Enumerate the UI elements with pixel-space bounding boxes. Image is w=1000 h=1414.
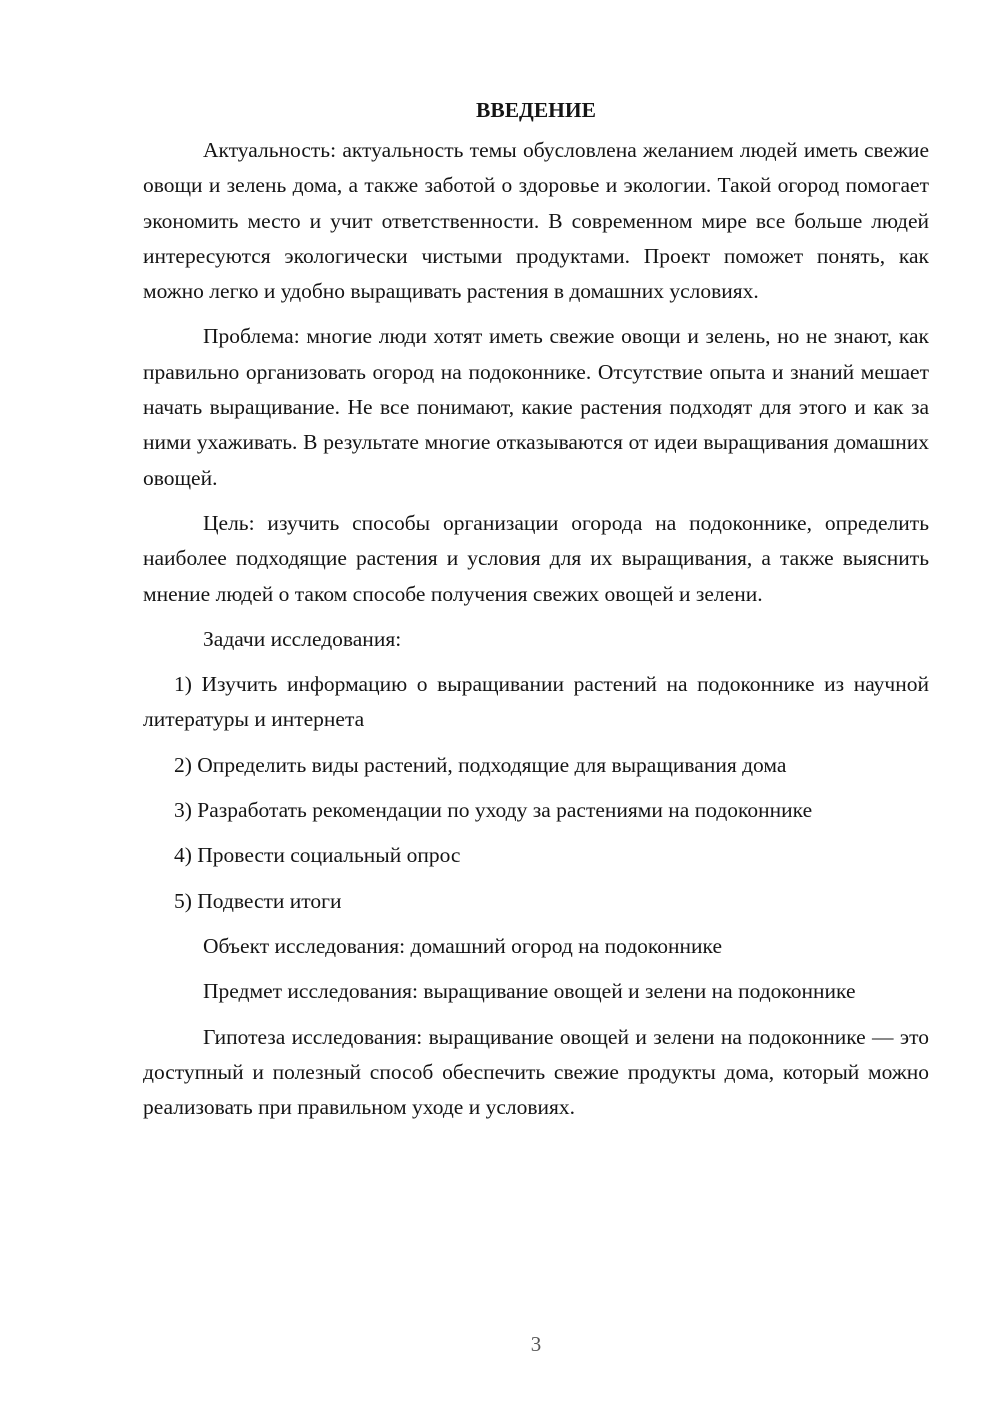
subject-paragraph: Предмет исследования: выращивание овощей и зелени на подоконнике [203, 979, 856, 1004]
page-content [143, 93, 929, 1135]
problem-paragraph: Проблема: многие люди хотят иметь свежие овощи и зелень, но не знают, как правильно организовать огород на подоконнике. Отсутствие опыта и знаний мешает начать выращивание. Не все понимают, какие растения подходят для этого и как за ними ухаживать. В результате многие отказываются от идеи выращивания домашних овощей. [143, 324, 929, 490]
object-paragraph: Объект исследования: домашний огород на подоконнике [203, 933, 722, 958]
task-item: 2) Определить виды растений, подходящие для выращивания дома [174, 752, 787, 777]
tasks-list [143, 667, 929, 919]
section-title: ВВЕДЕНИЕ [476, 98, 596, 122]
task-item: 4) Провести социальный опрос [174, 843, 461, 868]
hypothesis-paragraph: Гипотеза исследования: выращивание овощей и зелени на подоконнике — это доступный и полезный способ обеспечить свежие продукты дома, который можно реализовать при правильном уходе и условиях. [143, 1024, 929, 1120]
task-item: 1) Изучить информацию о выращивании растений на подоконнике из научной литературы и интернета [143, 672, 929, 732]
relevance-paragraph: Актуальность: актуальность темы обусловлена желанием людей иметь свежие овощи и зелень дома, а также заботой о здоровье и экологии. Такой огород помогает экономить место и учит ответственности. В современном мире все больше людей интересуются экологически чистыми продуктами. Проект поможет понять, как можно легко и удобно выращивать растения в домашних условиях. [143, 138, 929, 304]
page-number: 3 [530, 1332, 542, 1356]
tasks-heading: Задачи исследования: [203, 626, 402, 651]
task-item: 3) Разработать рекомендации по уходу за растениями на подоконнике [174, 798, 813, 823]
goal-paragraph: Цель: изучить способы организации огорода на подоконнике, определить наиболее подходящие растения и условия для их выращивания, а также выяснить мнение людей о таком способе получения свежих овощей и зелени. [143, 510, 929, 606]
task-item: 5) Подвести итоги [174, 888, 342, 913]
